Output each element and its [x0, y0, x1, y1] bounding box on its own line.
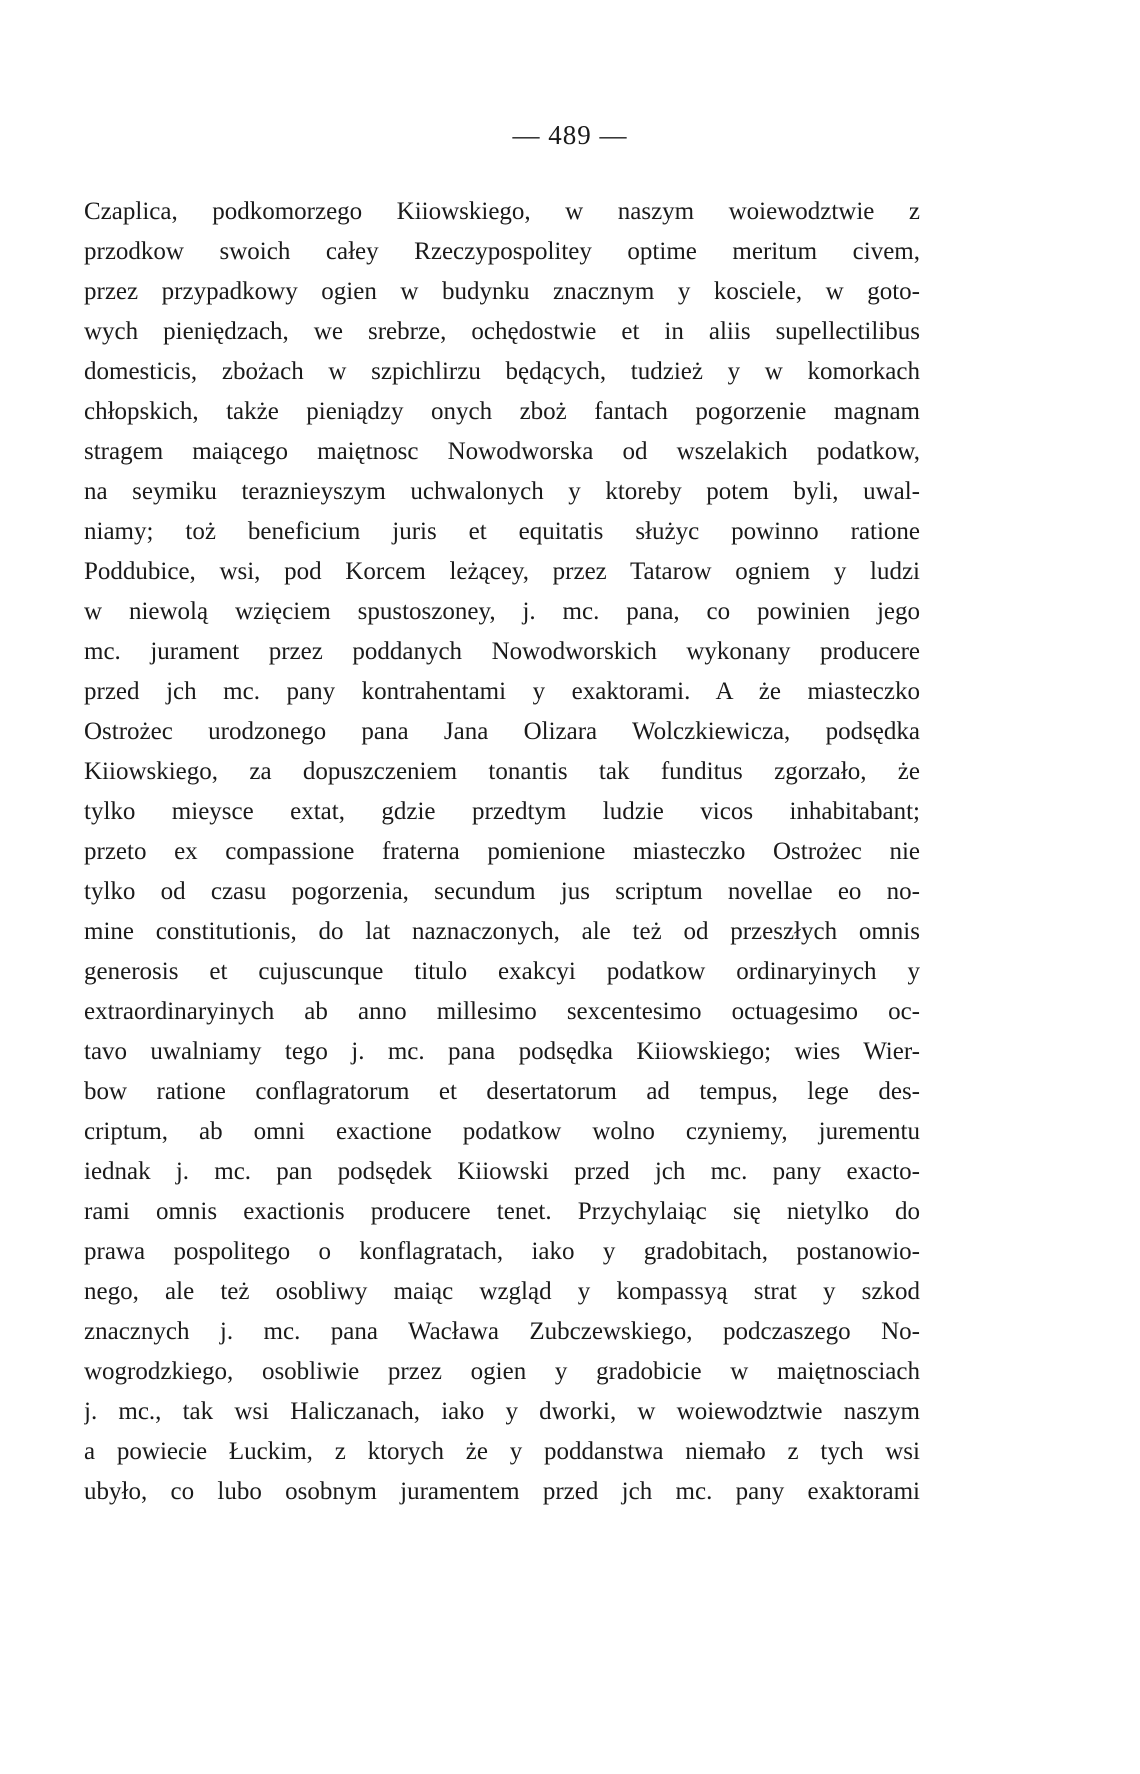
text-line: generosis et cujuscunque titulo exakcyi podatkow ordinaryinych y [84, 958, 920, 985]
body-text [84, 192, 920, 1512]
text-line: criptum, ab omni exactione podatkow wolno czyniemy, jurementu [84, 1118, 920, 1145]
text-line: nego, ale też osobliwy maiąc wzgląd y kompassyą strat y szkod [84, 1278, 920, 1305]
text-line: przez przypadkowy ogien w budynku znacznym y kosciele, w goto- [84, 278, 920, 305]
text-line: tavo uwalniamy tego j. mc. pana podsędka Kiiowskiego; wies Wier- [84, 1038, 920, 1065]
text-line: na seymiku teraznieyszym uchwalonych y ktoreby potem byli, uwal- [84, 478, 920, 505]
text-line: niamy; toż beneficium juris et equitatis służyc powinno ratione [84, 518, 920, 545]
text-line: rami omnis exactionis producere tenet. Przychylaiąc się nietylko do [84, 1198, 920, 1225]
text-line: extraordinaryinych ab anno millesimo sexcentesimo octuagesimo oc- [84, 998, 920, 1025]
text-line: Kiiowskiego, za dopuszczeniem tonantis tak funditus zgorzało, że [84, 758, 920, 785]
text-line: w niewolą wzięciem spustoszoney, j. mc. pana, co powinien jego [84, 598, 920, 625]
text-line: iednak j. mc. pan podsędek Kiiowski przed jch mc. pany exacto- [84, 1158, 920, 1185]
text-line: stragem maiącego maiętnosc Nowodworska od wszelakich podatkow, [84, 438, 920, 465]
page-number: — 489 — [512, 120, 628, 150]
text-line: Ostrożec urodzonego pana Jana Olizara Wolczkiewicza, podsędka [84, 718, 920, 745]
text-line: przeto ex compassione fraterna pomienione miasteczko Ostrożec nie [84, 838, 920, 865]
text-line: ubyło, co lubo osobnym juramentem przed jch mc. pany exaktorami [84, 1478, 920, 1505]
text-line: mc. jurament przez poddanych Nowodworskich wykonany producere [84, 638, 920, 665]
text-line: znacznych j. mc. pana Wacława Zubczewskiego, podczaszego No- [84, 1318, 920, 1345]
text-line: mine constitutionis, do lat naznaczonych, ale też od przeszłych omnis [84, 918, 920, 945]
text-line: przodkow swoich całey Rzeczypospolitey optime meritum civem, [84, 238, 920, 265]
text-line: chłopskich, także pieniądzy onych zboż fantach pogorzenie magnam [84, 398, 920, 425]
text-line: prawa pospolitego o konflagratach, iako y gradobitach, postanowio- [84, 1238, 920, 1265]
text-line: przed jch mc. pany kontrahentami y exaktorami. A że miasteczko [84, 678, 920, 705]
text-line: a powiecie Łuckim, z ktorych że y poddanstwa niemało z tych wsi [84, 1438, 920, 1465]
text-line: bow ratione conflagratorum et desertatorum ad tempus, lege des- [84, 1078, 920, 1105]
text-line: wych pieniędzach, we srebrze, ochędostwie et in aliis supellectilibus [84, 318, 920, 345]
text-line: domesticis, zbożach w szpichlirzu będących, tudzież y w komorkach [84, 358, 920, 385]
text-line: tylko od czasu pogorzenia, secundum jus scriptum novellae eo no- [84, 878, 920, 905]
text-line: j. mc., tak wsi Haliczanach, iako y dworki, w woiewodztwie naszym [84, 1398, 920, 1425]
text-line: tylko mieysce extat, gdzie przedtym ludzie vicos inhabitabant; [84, 798, 920, 825]
text-line: Czaplica, podkomorzego Kiiowskiego, w naszym woiewodztwie z [84, 198, 920, 225]
text-line: wogrodzkiego, osobliwie przez ogien y gradobicie w maiętnosciach [84, 1358, 920, 1385]
text-line: Poddubice, wsi, pod Korcem leżącey, przez Tatarow ogniem y ludzi [84, 558, 920, 585]
